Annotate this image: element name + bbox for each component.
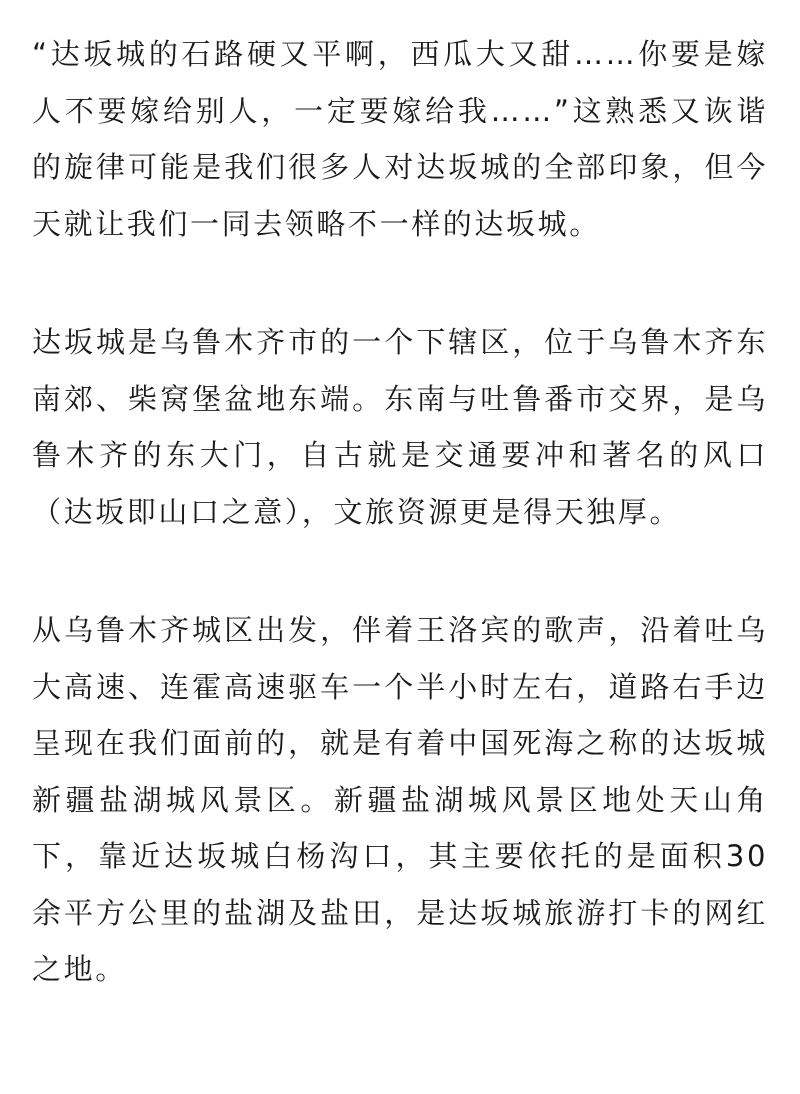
paragraph-intro: “达坂城的石路硬又平啊，西瓜大又甜……你要是嫁人不要嫁给别人，一定要嫁给我……”这熟悉又诙谐的旋律可能是我们很多人对达坂城的全部印象，但今天就让我们一同去领略不一样的达坂城。 <box>32 37 768 241</box>
paragraph-location: 达坂城是乌鲁木齐市的一个下辖区，位于乌鲁木齐东南郊、柴窝堡盆地东端。东南与吐鲁番市交界，是乌鲁木齐的东大门，自古就是交通要冲和著名的风口（达坂即山口之意），文旅资源更是得天独厚。 <box>32 325 768 529</box>
paragraph-salt-lake: 从乌鲁木齐城区出发，伴着王洛宾的歌声，沿着吐乌大高速、连霍高速驱车一个半小时左右，道路右手边呈现在我们面前的，就是有着中国死海之称的达坂城新疆盐湖城风景区。新疆盐湖城风景区地处天山角下，靠近达坂城白杨沟口，其主要依托的是面积30余平方公里的盐湖及盐田，是达坂城旅游打卡的网红之地。 <box>32 613 768 986</box>
article-body <box>32 26 768 998</box>
